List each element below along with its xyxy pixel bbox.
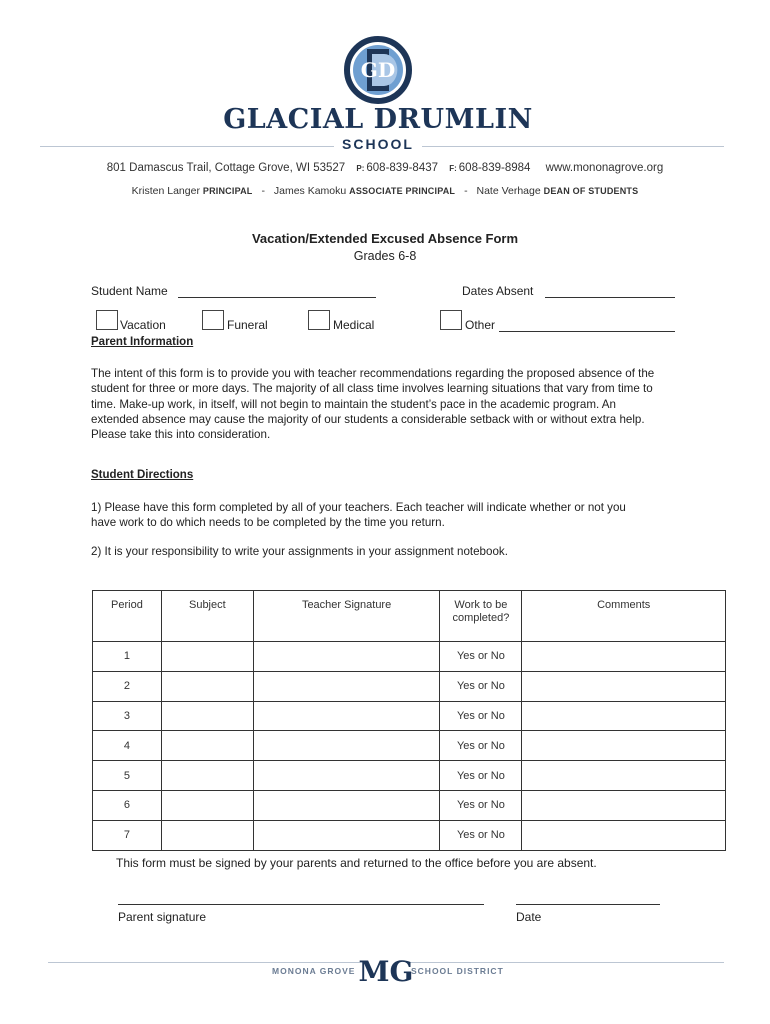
website-link[interactable]: www.mononagrove.org — [545, 162, 664, 174]
teacher-signature-cell[interactable] — [253, 642, 440, 672]
student-directions-heading: Student Directions — [91, 469, 194, 481]
footer-district-right: SCHOOL DISTRICT — [411, 966, 504, 976]
school-name: GLACIAL DRUMLIN — [223, 104, 533, 135]
staff-role: ASSOCIATE PRINCIPAL — [349, 186, 456, 196]
table-row — [93, 642, 726, 672]
column-header-work: Work to be completed? — [440, 591, 522, 642]
period-cell: 2 — [93, 671, 162, 701]
period-cell: 4 — [93, 731, 162, 761]
fax-prefix: F: — [449, 164, 457, 173]
table-row — [93, 761, 726, 791]
subject-cell[interactable] — [161, 790, 253, 820]
work-cell[interactable]: Yes or No — [440, 820, 522, 850]
period-cell: 1 — [93, 642, 162, 672]
table-row — [93, 701, 726, 731]
date-label: Date — [516, 910, 542, 924]
staff-role: DEAN OF STUDENTS — [543, 186, 639, 196]
date-field[interactable] — [516, 904, 660, 905]
teacher-signature-cell[interactable] — [253, 701, 440, 731]
comments-cell[interactable] — [522, 671, 726, 701]
phone-prefix: P: — [356, 164, 365, 173]
staff-name: James Kamoku — [273, 185, 347, 197]
table-header-row — [93, 591, 726, 642]
form-subtitle: Grades 6-8 — [353, 249, 417, 263]
work-cell[interactable]: Yes or No — [440, 731, 522, 761]
period-cell: 7 — [93, 820, 162, 850]
school-subtitle: SCHOOL — [342, 136, 414, 152]
table-row — [93, 820, 726, 850]
logo-monogram: GD — [360, 58, 396, 82]
medical-checkbox[interactable] — [308, 310, 330, 330]
comments-cell[interactable] — [522, 642, 726, 672]
fax-number: 608-839-8984 — [458, 162, 531, 174]
absence-table — [92, 590, 726, 851]
other-field[interactable] — [499, 331, 675, 332]
work-cell[interactable]: Yes or No — [440, 790, 522, 820]
district-logo — [358, 943, 414, 995]
subject-cell[interactable] — [161, 671, 253, 701]
staff-separator: - — [261, 185, 265, 197]
staff-role: PRINCIPAL — [202, 186, 253, 196]
work-cell[interactable]: Yes or No — [440, 642, 522, 672]
comments-cell[interactable] — [522, 731, 726, 761]
teacher-signature-cell[interactable] — [253, 790, 440, 820]
subject-cell[interactable] — [161, 701, 253, 731]
other-label: Other — [465, 318, 496, 332]
funeral-checkbox[interactable] — [202, 310, 224, 330]
column-header-comments: Comments — [522, 591, 726, 642]
column-header-subject: Subject — [161, 591, 253, 642]
parent-signature-label: Parent signature — [118, 910, 207, 924]
student-name-label: Student Name — [91, 284, 168, 298]
table-row — [93, 671, 726, 701]
table-row — [93, 790, 726, 820]
teacher-signature-cell[interactable] — [253, 820, 440, 850]
work-cell[interactable]: Yes or No — [440, 671, 522, 701]
footer-logo-monogram: MG — [358, 955, 414, 988]
staff-name: Kristen Langer — [131, 185, 200, 197]
comments-cell[interactable] — [522, 790, 726, 820]
funeral-label: Funeral — [227, 318, 268, 332]
subject-cell[interactable] — [161, 731, 253, 761]
vacation-label: Vacation — [120, 318, 166, 332]
period-cell: 3 — [93, 701, 162, 731]
school-logo — [343, 35, 413, 105]
staff-name: Nate Verhage — [476, 185, 541, 197]
parent-signature-field[interactable] — [118, 904, 484, 905]
staff-line — [0, 185, 770, 197]
subject-cell[interactable] — [161, 820, 253, 850]
teacher-signature-cell[interactable] — [253, 671, 440, 701]
column-header-teacher-signature: Teacher Signature — [253, 591, 440, 642]
phone-number: 608-839-8437 — [366, 162, 439, 174]
table-row — [93, 731, 726, 761]
parent-information-heading: Parent Information — [91, 336, 194, 348]
period-cell: 5 — [93, 761, 162, 791]
contact-line — [0, 162, 770, 174]
footer-divider-left — [48, 962, 366, 963]
signature-note: This form must be signed by your parents and returned to the office before you are absent. — [116, 856, 597, 870]
dates-absent-field[interactable] — [545, 297, 675, 298]
direction-item: 1) Please have this form completed by all of your teachers. Each teacher will indicate whether or not you have work to do which needs to be completed by the time you return. — [91, 501, 626, 530]
footer-divider-right — [406, 962, 724, 963]
comments-cell[interactable] — [522, 820, 726, 850]
comments-cell[interactable] — [522, 761, 726, 791]
form-title: Vacation/Extended Excused Absence Form — [251, 231, 519, 246]
work-cell[interactable]: Yes or No — [440, 701, 522, 731]
comments-cell[interactable] — [522, 701, 726, 731]
period-cell: 6 — [93, 790, 162, 820]
student-name-field[interactable] — [178, 297, 376, 298]
work-cell[interactable]: Yes or No — [440, 761, 522, 791]
direction-item: 2) It is your responsibility to write your assignments in your assignment notebook. — [91, 545, 508, 558]
subject-cell[interactable] — [161, 642, 253, 672]
address: 801 Damascus Trail, Cottage Grove, WI 53527 — [106, 162, 346, 174]
column-header-period: Period — [93, 591, 162, 642]
medical-label: Medical — [333, 318, 375, 332]
teacher-signature-cell[interactable] — [253, 731, 440, 761]
parent-information-text: The intent of this form is to provide you with teacher recommendations regarding the proposed absence of the student for three or more days. The majority of all class time involves learning situations that vary from time to time. Make-up work, in itself, will not begin to maintain the student’s pace in the academic program. An extended absence may cause the majority of our students a considerable setback with or without extra help. Please take this into consideration. — [91, 367, 655, 442]
vacation-checkbox[interactable] — [96, 310, 118, 330]
subject-cell[interactable] — [161, 761, 253, 791]
teacher-signature-cell[interactable] — [253, 761, 440, 791]
footer-district-left: MONONA GROVE — [272, 966, 356, 976]
other-checkbox[interactable] — [440, 310, 462, 330]
dates-absent-label: Dates Absent — [462, 284, 534, 298]
staff-separator: - — [464, 185, 468, 197]
